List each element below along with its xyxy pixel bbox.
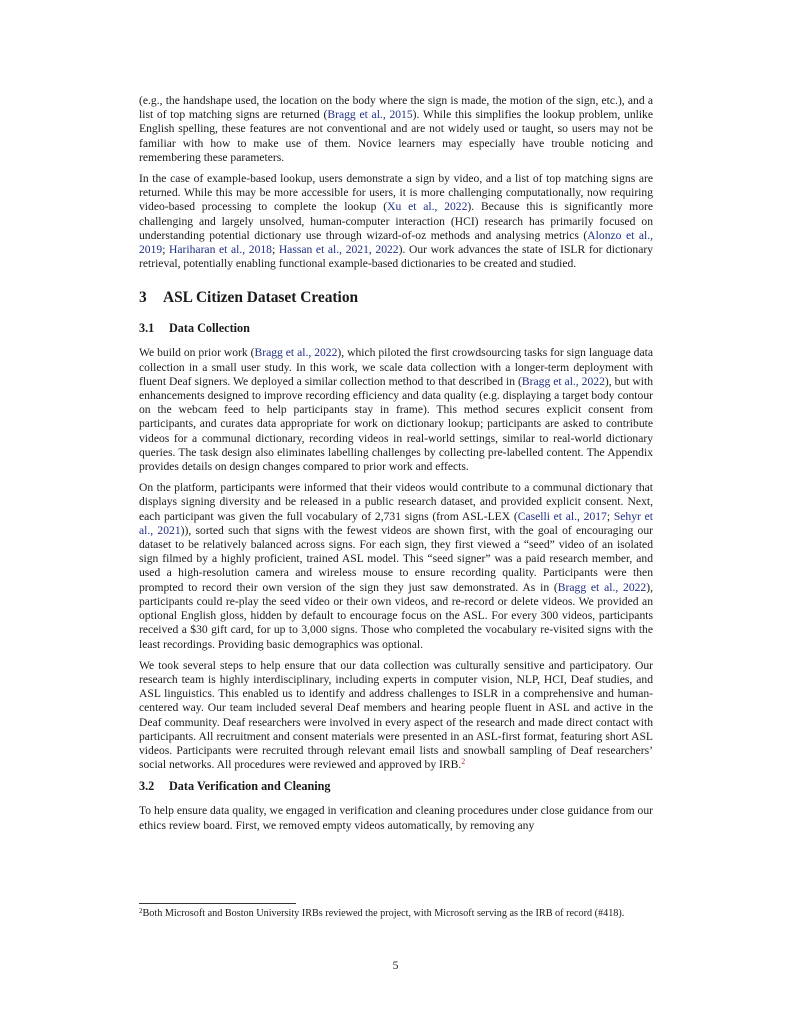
footnote-text: Both Microsoft and Boston University IRBs reviewed the project, with Microsoft serving as the IRB of record (#418). (142, 908, 625, 919)
page-body (139, 94, 653, 840)
text-run: ). While this simplifies the lookup problem, unlike English spelling, these features are not conventional and are not widely used or taught, so users may not be familiar with how to make use of them. Novice learners may especially have trouble noticing and remembering these parameters. (139, 108, 653, 164)
text-run: )), sorted such that signs with the fewest videos are shown first, with the goal of encouraging our dataset to be relatively balanced across signs. For each sign, they first viewed a “seed” video of an isolated sign filmed by a highly proficient, trained ASL model. This “seed signer” was a paid research member, and used a high-resolution camera and wireless mouse to ensure recording quality. Participants were then prompted to record their own version of the sign they just saw demonstrated. As in ( (139, 523, 654, 594)
text-run: ), participants could re-play the seed video or their own videos, and re-record or delete videos. We provided an optional English gloss, hidden by default to encourage focus on the ASL. For every 300 videos, participants received a $30 gift card, for up to 3,000 signs. Those who completed the vocabulary re-visited signs with the least recordings. Providing basic demographics was optional. (139, 580, 653, 651)
text-run: We build on prior work ( (139, 346, 255, 360)
subsection-heading-data-collection (139, 321, 653, 336)
subsection-number: 3.2 (139, 779, 155, 794)
text-run: ). Because this is significantly more challenging and largely unsolved, human-computer interaction (HCI) research has primarily focused on understanding potential dictionary use through wizard-of-oz methods and analysing metrics ( (139, 200, 654, 242)
footnote-mark: 2 (139, 907, 143, 915)
citation-link[interactable]: Hassan et al., 2021, 2022 (278, 243, 399, 257)
text-run: ; (271, 243, 279, 257)
subsection-number: 3.1 (139, 321, 155, 336)
citation-link[interactable]: Hariharan et al., 2018 (169, 243, 272, 257)
paragraph-example-based-lookup (139, 172, 653, 271)
text-run: ), which piloted the first crowdsourcing tasks for sign language data collection in a small user study. In this work, we scale data collection with a longer-term deployment with fluent Deaf signers. We deployed a similar collection method to that described in ( (139, 346, 653, 388)
citation-link[interactable]: Sehyr et al., 2021 (139, 509, 653, 537)
subsection-title: Data Verification and Cleaning (169, 779, 331, 794)
text-run: On the platform, participants were informed that their videos would contribute to a communal dictionary that displays signing diversity and be released in a public research dataset, and provided explicit consent. Next, each participant was given the full vocabulary of 2,731 signs (from ASL-LEX ( (139, 481, 653, 523)
citation-link[interactable]: Bragg et al., 2022 (557, 580, 647, 594)
text-run: We took several steps to help ensure that our data collection was culturally sensitive and participatory. Our research team is highly interdisciplinary, including experts in computer vision, NLP, HCI, Deaf studies, and ASL linguistics. This enabled us to identify and address challenges to ISLR in a comprehensive and human-centered way. Our team included several Deaf members and hearing people fluent in ASL and active in the Deaf community. Deaf researchers were involved in every aspect of the research and made direct contact with participants. All recruitment and consent materials were presented in an ASL-first format, featuring short ASL videos. Participants were recruited through relevant email lists and snowball sampling of Deaf researchers’ social networks. All procedures were reviewed and approved by IRB. (139, 658, 653, 772)
citation-link[interactable]: Caselli et al., 2017 (517, 509, 607, 523)
text-run: (e.g., the handshape used, the location on the body where the sign is made, the motion of the sign, etc.), and a list of top matching signs are returned ( (139, 94, 653, 122)
footnote-divider (139, 903, 296, 904)
subsection-heading-verification (139, 779, 653, 794)
text-run: ), but with enhancements designed to improve recording efficiency and data quality (e.g. displaying a target body contour on the webcam feed to help participants stay in frame). This method secures explicit consent from participants, and curates data appropriate for work on dictionary lookup; participants are asked to contribute videos for a communal dictionary, recording videos in real-world settings, similar to real-world dictionary queries. The task design also eliminates labelling challenges by collecting pre-labelled content. The Appendix provides details on design changes compared to prior work and effects. (139, 374, 654, 474)
text-run: ; (162, 243, 170, 257)
footnote-ref[interactable]: 2 (461, 757, 466, 767)
section-number: 3 (139, 289, 147, 307)
citation-link[interactable]: Bragg et al., 2022 (254, 346, 338, 360)
footnote (139, 907, 653, 920)
paragraph-verification (139, 804, 653, 832)
text-run: To help ensure data quality, we engaged in verification and cleaning procedures under close guidance from our ethics review board. First, we removed empty videos automatically, by removing any (139, 804, 653, 832)
paragraph-cultural-sensitivity (139, 659, 653, 773)
text-run: ). Our work advances the state of ISLR for dictionary retrieval, potentially enabling functional example-based dictionaries to be created and studied. (139, 243, 653, 271)
page-number: 5 (392, 959, 399, 972)
section-heading (139, 289, 653, 307)
citation-link[interactable]: Alonzo et al., 2019 (139, 228, 653, 257)
citation-link[interactable]: Xu et al., 2022 (387, 200, 468, 214)
section-title: ASL Citizen Dataset Creation (163, 289, 359, 307)
citation-link[interactable]: Bragg et al., 2022 (521, 374, 605, 388)
paragraph-lookup-features (139, 94, 653, 165)
paragraph-platform (139, 481, 653, 651)
paragraph-prior-work (139, 346, 653, 474)
citation-link[interactable]: Bragg et al., 2015 (327, 108, 413, 122)
subsection-title: Data Collection (169, 321, 250, 336)
text-run: In the case of example-based lookup, users demonstrate a sign by video, and a list of top matching signs are returned. While this may be more accessible for users, it is more challenging computationally, now requiring video-based processing to complete the lookup ( (139, 172, 653, 214)
text-run: ; (606, 509, 614, 523)
